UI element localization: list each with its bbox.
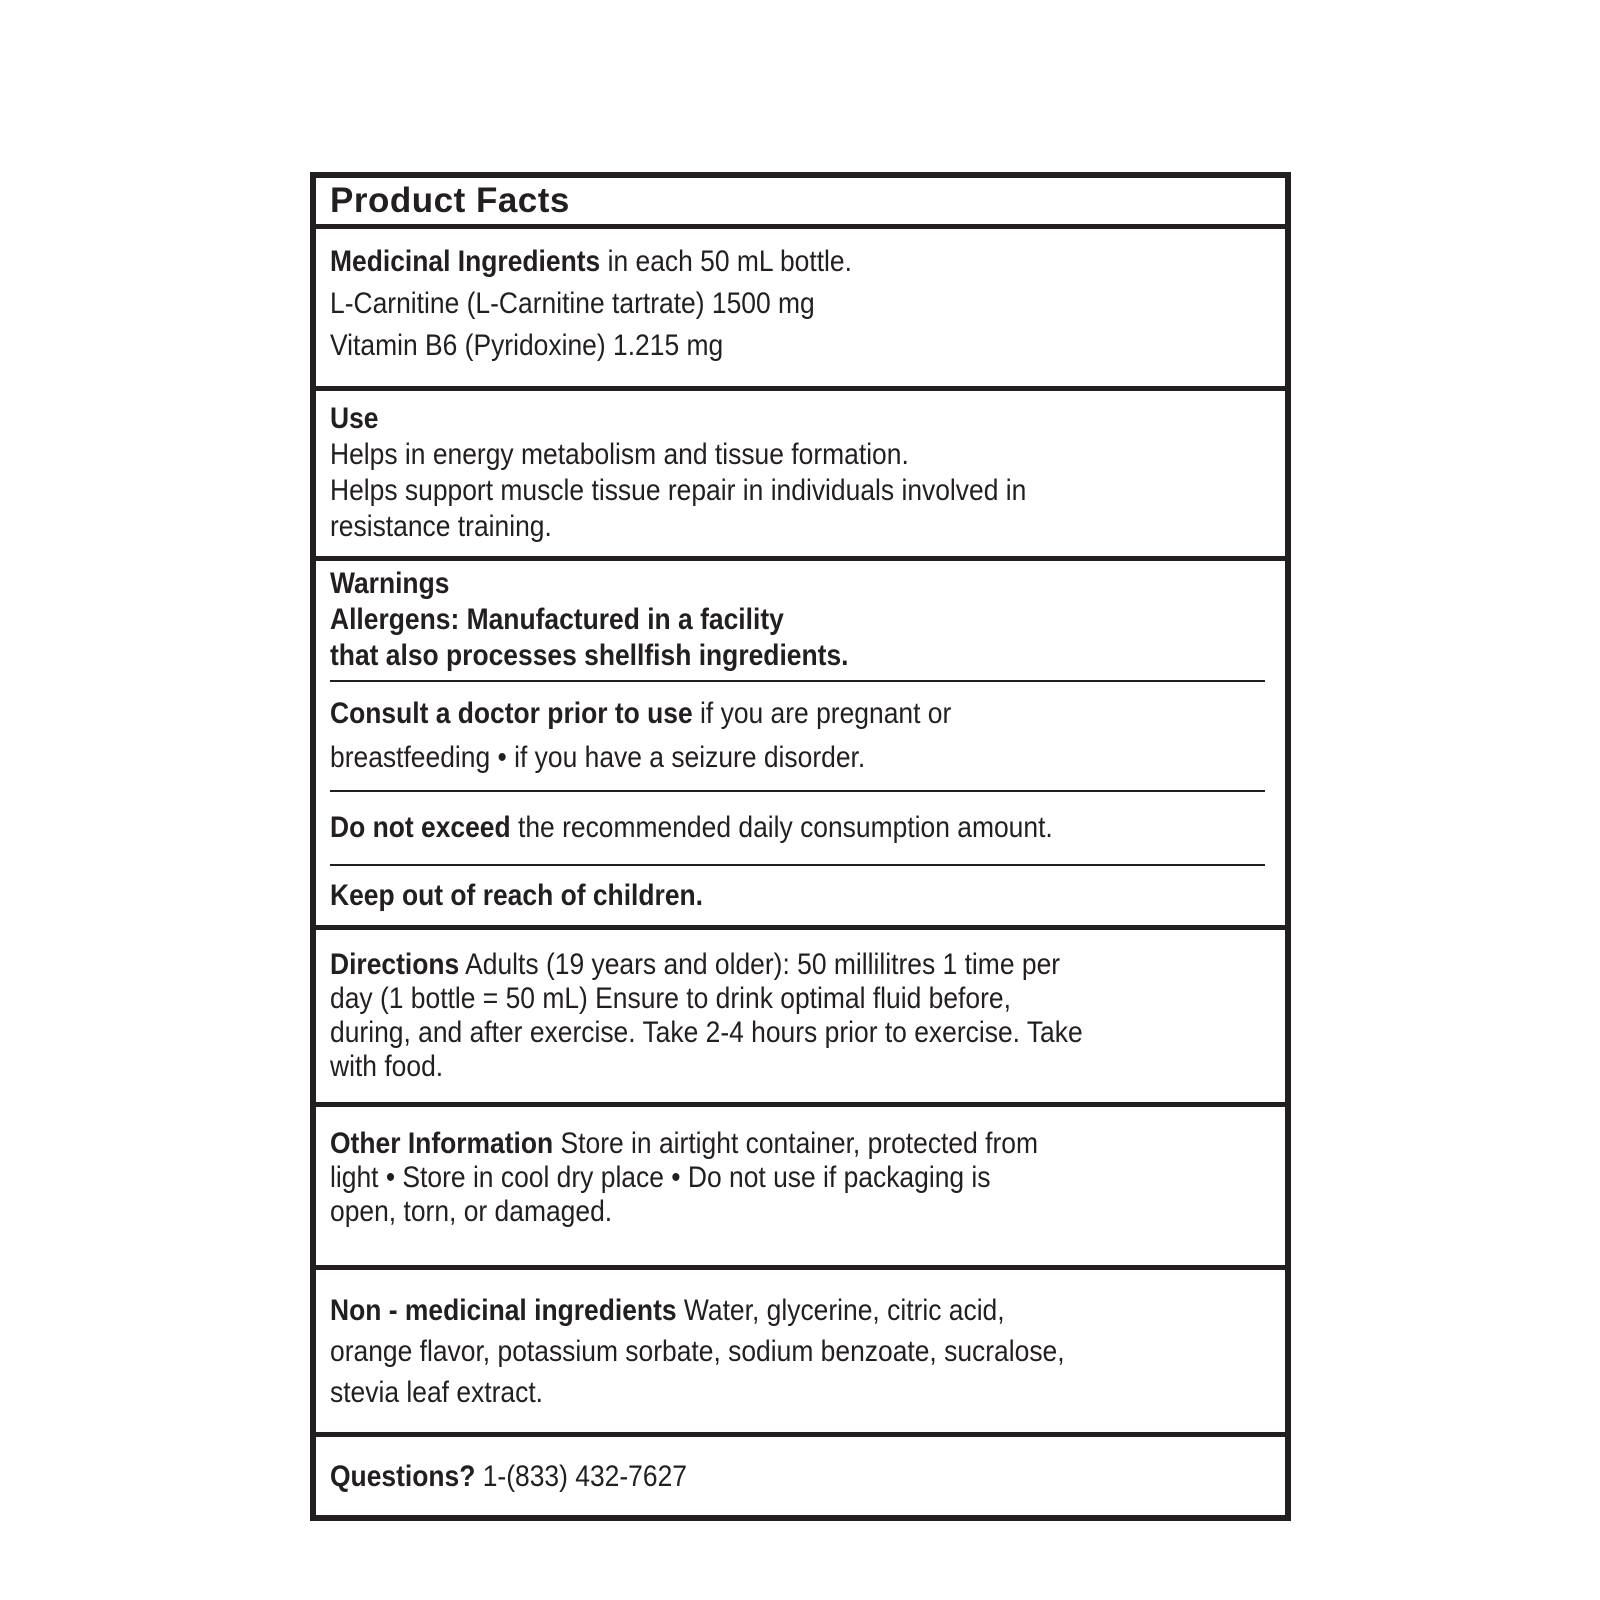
exceed-line: [330, 808, 1265, 848]
section-directions: [316, 930, 1285, 1107]
other-info-line: [330, 1127, 1271, 1161]
directions-heading: Directions: [330, 948, 460, 981]
directions-line: with food.: [330, 1050, 444, 1083]
section-medicinal-ingredients: [316, 229, 1285, 391]
allergens-line: that also processes shellfish ingredients.: [330, 639, 849, 672]
section-non-medicinal: [316, 1270, 1285, 1437]
other-info-rest: Store in airtight container, protected from: [553, 1127, 1039, 1160]
medicinal-heading-line: [330, 241, 1271, 283]
questions-heading: Questions?: [330, 1460, 476, 1493]
consult-line: [330, 692, 1265, 736]
questions-line: [330, 1457, 1271, 1497]
allergens-line: Allergens: Manufactured in a facility: [330, 603, 784, 636]
warnings-heading: Warnings: [330, 567, 450, 600]
section-warnings: [316, 561, 1285, 930]
other-info-line: open, torn, or damaged.: [330, 1195, 613, 1228]
non-medicinal-line: stevia leaf extract.: [330, 1376, 544, 1409]
exceed-heading: Do not exceed: [330, 811, 511, 844]
section-questions: [316, 1437, 1285, 1515]
consult-line: breastfeeding • if you have a seizure disorder.: [330, 741, 866, 774]
directions-line: during, and after exercise. Take 2-4 hours prior to exercise. Take: [330, 1016, 1083, 1049]
other-info-heading: Other Information: [330, 1127, 554, 1160]
directions-rest: Adults (19 years and older): 50 millilitres 1 time per: [459, 948, 1061, 981]
non-medicinal-line: orange flavor, potassium sorbate, sodium benzoate, sucralose,: [330, 1335, 1065, 1368]
warnings-consult-block: [330, 680, 1265, 790]
non-medicinal-rest: Water, glycerine, citric acid,: [676, 1294, 1005, 1327]
use-line: Helps support muscle tissue repair in individuals involved in: [330, 474, 1027, 507]
directions-line: [330, 948, 1271, 982]
questions-phone: 1-(833) 432-7627: [475, 1460, 687, 1493]
non-medicinal-heading: Non - medicinal ingredients: [330, 1294, 677, 1327]
use-heading: Use: [330, 402, 379, 435]
directions-line: day (1 bottle = 50 mL) Ensure to drink optimal fluid before,: [330, 982, 1011, 1015]
consult-heading: Consult a doctor prior to use: [330, 697, 693, 730]
exceed-rest: the recommended daily consumption amount.: [510, 811, 1053, 844]
medicinal-ingredient-row: Vitamin B6 (Pyridoxine) 1.215 mg: [330, 329, 724, 362]
use-line: Helps in energy metabolism and tissue formation.: [330, 438, 909, 471]
children-warning: Keep out of reach of children.: [330, 879, 704, 912]
warnings-children-block: [330, 864, 1265, 925]
medicinal-ingredient-row: L-Carnitine (L-Carnitine tartrate) 1500 mg: [330, 287, 815, 320]
non-medicinal-line: [330, 1290, 1271, 1331]
product-facts-label: [310, 172, 1291, 1521]
section-title: [316, 178, 1285, 229]
other-info-line: light • Store in cool dry place • Do not use if packaging is: [330, 1161, 991, 1194]
section-other-information: [316, 1107, 1285, 1270]
page-title: Product Facts: [330, 181, 570, 220]
medicinal-heading-rest: in each 50 mL bottle.: [600, 245, 852, 278]
warnings-allergens-block: [330, 561, 1265, 680]
consult-rest: if you are pregnant or: [692, 697, 952, 730]
section-use: [316, 391, 1285, 561]
use-line: resistance training.: [330, 510, 552, 543]
medicinal-heading: Medicinal Ingredients: [330, 245, 601, 278]
warnings-exceed-block: [330, 790, 1265, 864]
